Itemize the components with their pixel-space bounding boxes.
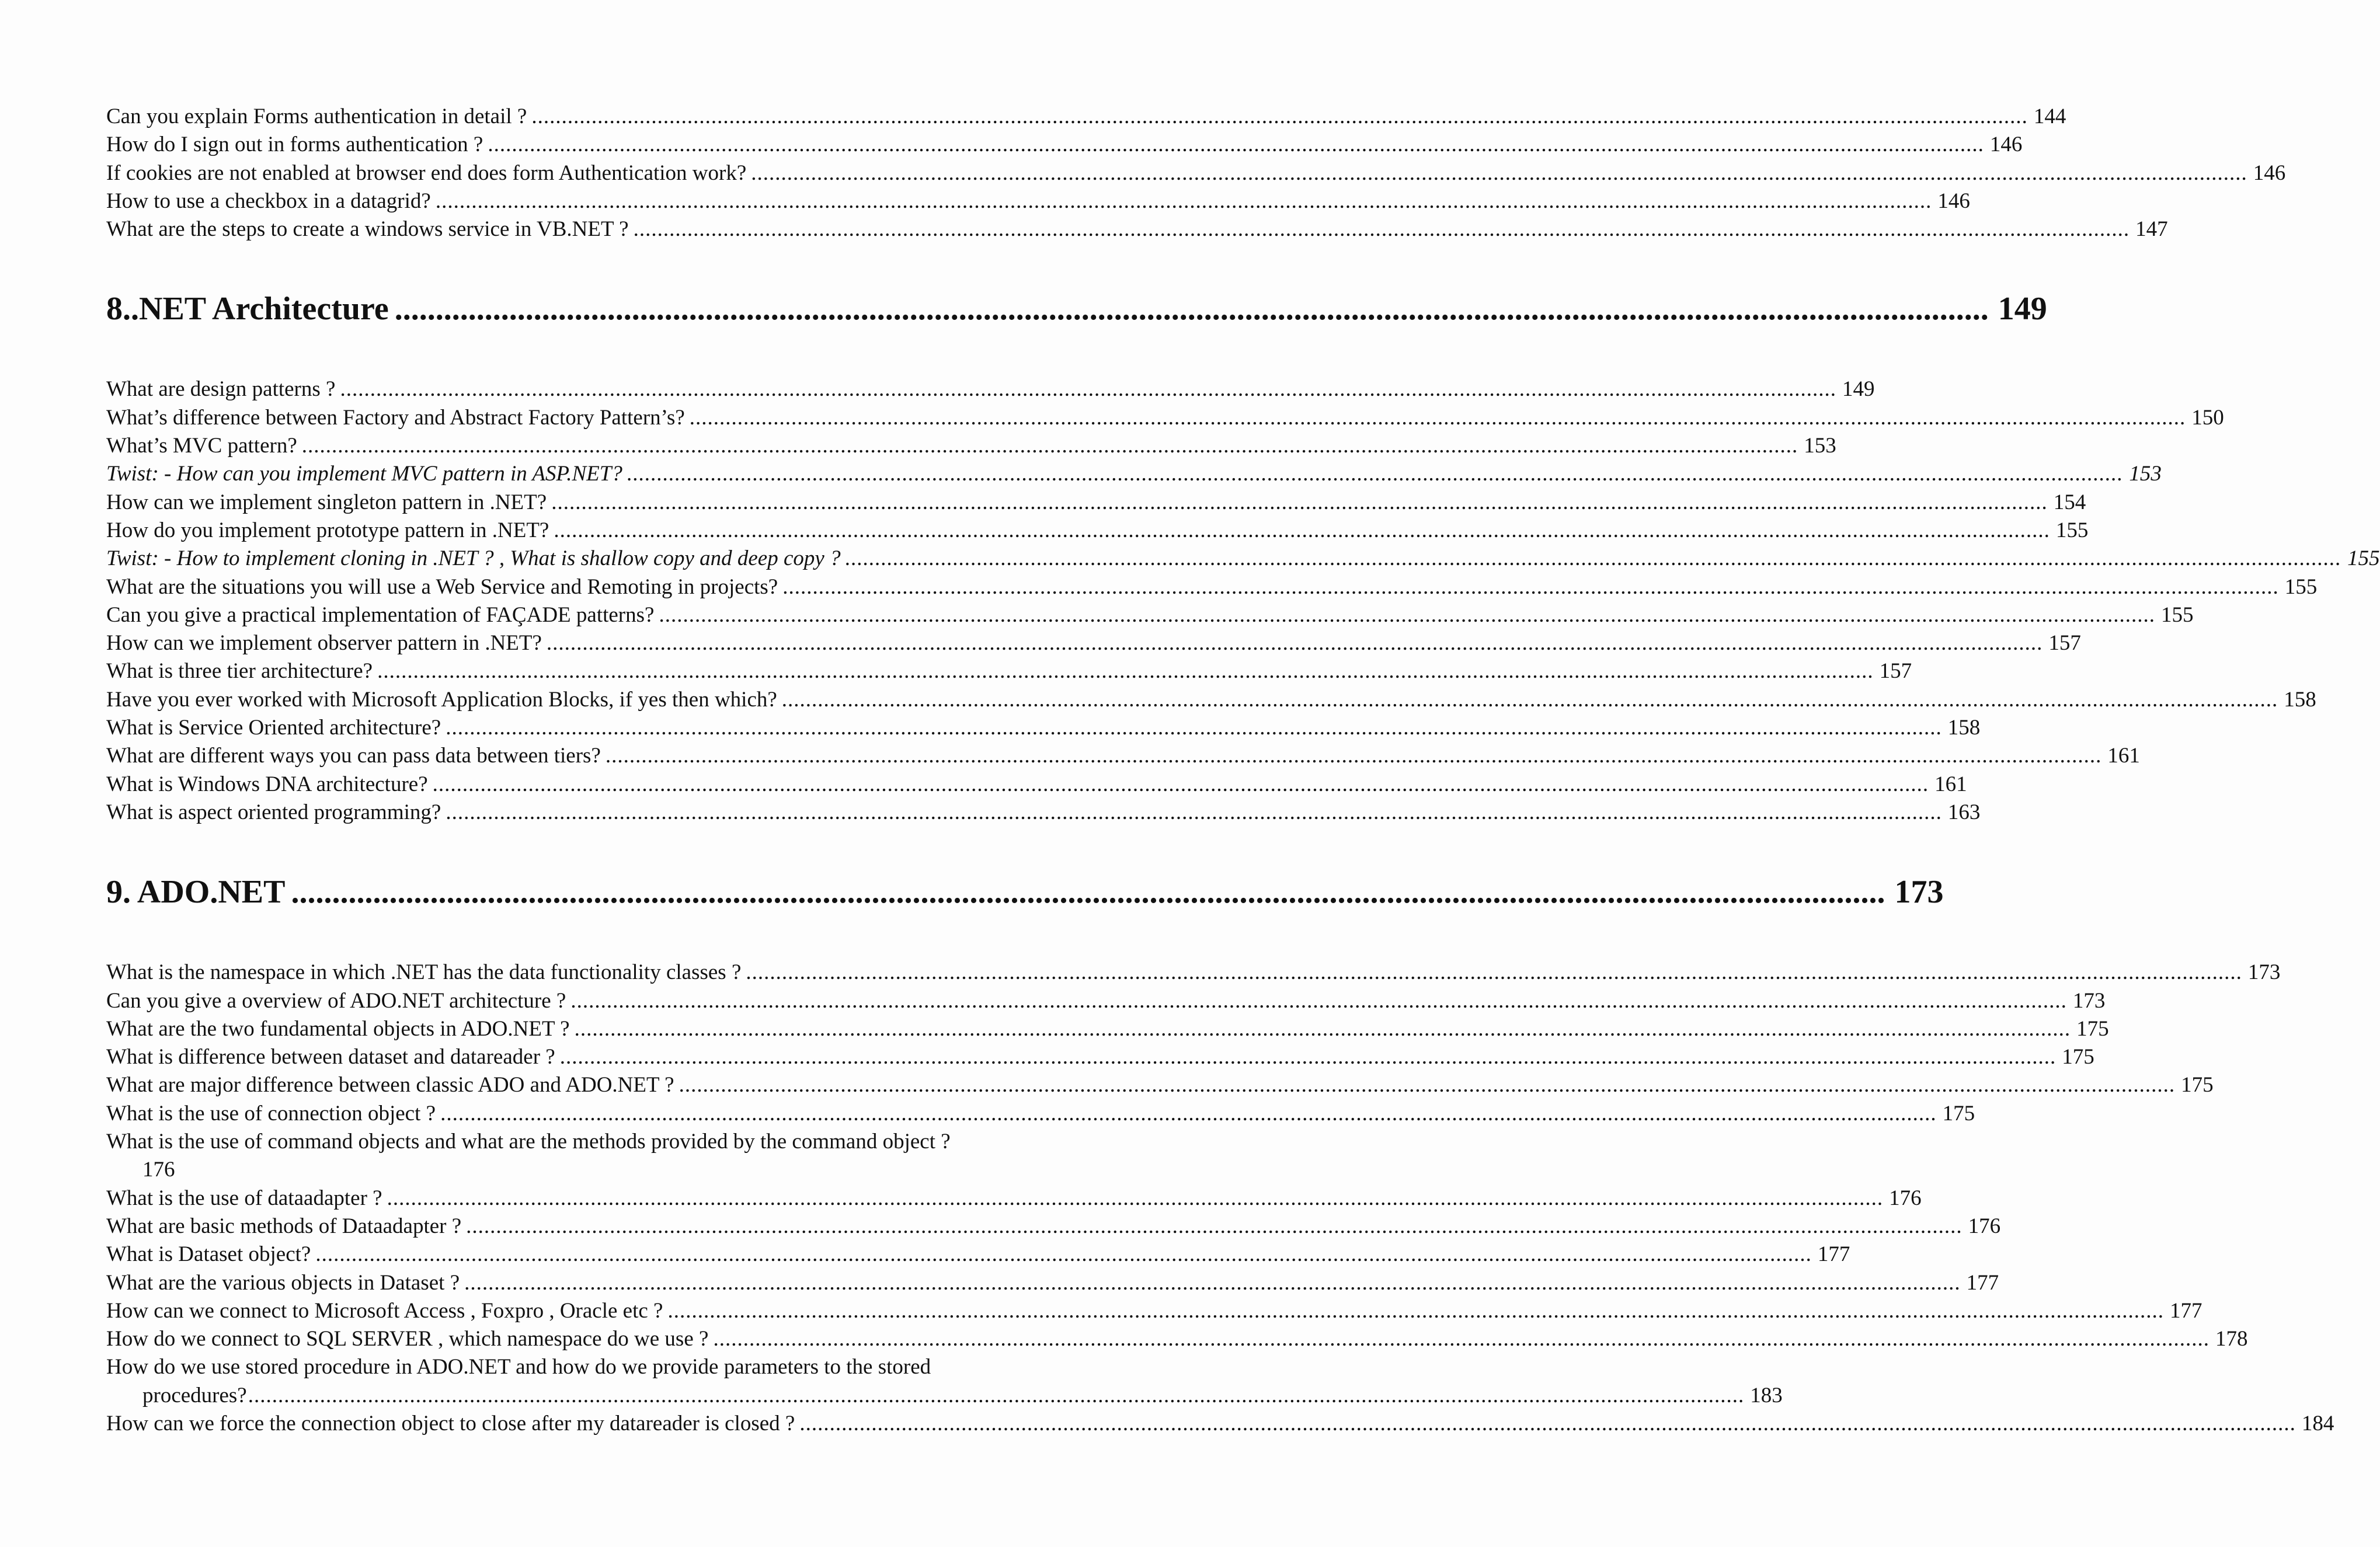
- toc-entry: [106, 1297, 2202, 1325]
- toc-entry-twist: [106, 545, 2380, 573]
- toc-entry-text: What is Service Oriented architecture?: [106, 716, 441, 740]
- toc-section-chapter9: [106, 959, 2334, 1438]
- toc-entry-page: 146: [2253, 161, 2286, 185]
- toc-entry-text: What is the namespace in which .NET has the data functionality classes ?: [106, 960, 742, 985]
- toc-entry-text: How can we implement singleton pattern in .NET?: [106, 490, 547, 514]
- toc-entry: [106, 714, 1981, 742]
- toc-entry-page: 155: [2055, 518, 2089, 542]
- toc-entry-page: 154: [2053, 490, 2086, 514]
- toc-entry: [106, 657, 1912, 685]
- leader-dots: [845, 545, 2342, 573]
- chapter-title: 9. ADO.NET: [106, 874, 286, 911]
- leader-dots: [799, 1410, 2296, 1438]
- toc-entry-text: Twist: - How can you implement MVC pattern in ASP.NET?: [106, 462, 622, 486]
- toc-entry: [106, 1071, 2214, 1099]
- leader-dots: [606, 742, 2102, 770]
- leader-dots: [751, 159, 2247, 187]
- leader-dots: [302, 432, 1798, 460]
- leader-dots: [446, 799, 1942, 827]
- leader-dots: [248, 1382, 1745, 1410]
- toc-entry: [106, 1184, 1922, 1212]
- toc-entry-page: 157: [2048, 631, 2081, 656]
- toc-entry-page: 177: [1966, 1270, 1999, 1295]
- toc-entry-page: 155: [2347, 546, 2380, 571]
- toc-entry-text: Can you give a overview of ADO.NET architecture ?: [106, 988, 566, 1013]
- toc-entry-page: 149: [1842, 377, 1875, 402]
- toc-entry-text: Twist: - How to implement cloning in .NET ? , What is shallow copy and deep copy ?: [106, 546, 841, 571]
- toc-entry: [106, 1212, 2001, 1241]
- toc-entry: [106, 404, 2224, 432]
- toc-entry-wrapped: [106, 1353, 1783, 1410]
- toc-entry-page: 176: [1889, 1186, 1922, 1210]
- toc-entry-text: How to use a checkbox in a datagrid?: [106, 189, 431, 213]
- leader-dots: [466, 1212, 1963, 1241]
- chapter-page: 173: [1894, 874, 1944, 911]
- toc-entry-text: What is aspect oriented programming?: [106, 800, 441, 824]
- toc-entry-text: What are major difference between classic ADO and ADO.NET ?: [106, 1073, 674, 1097]
- toc-entry: [106, 573, 2318, 601]
- toc-entry-page: 175: [2181, 1073, 2214, 1097]
- toc-entry: [106, 742, 2140, 770]
- toc-entry-text: What is Dataset object?: [106, 1242, 311, 1267]
- toc-entry: [106, 1241, 1850, 1269]
- leader-dots: [395, 288, 1989, 329]
- toc-entry-text: If cookies are not enabled at browser end does form Authentication work?: [106, 161, 747, 185]
- toc-entry-text: How do we connect to SQL SERVER , which namespace do we use ?: [106, 1327, 709, 1351]
- toc-entry-page: 175: [2076, 1016, 2109, 1041]
- toc-entry: [106, 686, 2316, 714]
- toc-entry-text: How do I sign out in forms authentication ?: [106, 133, 483, 157]
- toc-entry-page: 146: [1989, 133, 2023, 157]
- leader-dots: [634, 215, 2130, 243]
- toc-entry: [106, 1269, 1999, 1297]
- leader-dots: [433, 771, 1929, 799]
- toc-entry-page: 158: [2284, 687, 2316, 712]
- leader-dots: [531, 103, 2028, 131]
- toc-entry-page: 158: [1947, 716, 1981, 740]
- toc-entry-text: What is the use of command objects and what are the methods provided by the command object ?: [106, 1130, 951, 1154]
- toc-entry-page: 175: [2062, 1045, 2094, 1069]
- chapter-title: 8..NET Architecture: [106, 291, 389, 327]
- toc-entry-text: What are design patterns ?: [106, 377, 336, 402]
- toc-entry: [106, 103, 2066, 131]
- toc-entry-page: 184: [2301, 1411, 2334, 1435]
- toc-entry: [106, 601, 2194, 629]
- toc-entry-text: What are the steps to create a windows service in VB.NET ?: [106, 217, 629, 242]
- toc-entry: [106, 1015, 2109, 1043]
- toc-entry-text: What are the various objects in Dataset ?: [106, 1270, 460, 1295]
- leader-dots: [291, 872, 1885, 912]
- toc-entry-text: How do we use stored procedure in ADO.NET and how do we provide parameters to the stored: [106, 1355, 931, 1379]
- toc-entry-text-continued: procedures?: [142, 1383, 247, 1407]
- leader-dots: [782, 686, 2278, 714]
- toc-entry-text: What is three tier architecture?: [106, 659, 373, 684]
- toc-entry-page: 155: [2160, 602, 2194, 627]
- toc-entry-page: 173: [2247, 960, 2281, 985]
- leader-dots: [446, 714, 1942, 742]
- chapter-heading-9: [106, 872, 1944, 912]
- toc-entry: [106, 1100, 1975, 1128]
- toc-entry-page: 173: [2072, 988, 2106, 1013]
- leader-dots: [746, 959, 2242, 987]
- toc-entry-page: 177: [1817, 1242, 1850, 1267]
- toc-entry-text: How can we connect to Microsoft Access , Foxpro , Oracle etc ?: [106, 1298, 663, 1323]
- toc-entry-page: 163: [1947, 800, 1981, 824]
- toc-entry-text: What’s difference between Factory and Abstract Factory Pattern’s?: [106, 405, 685, 430]
- toc-entry: [106, 489, 2086, 517]
- toc-entry-page: 178: [2215, 1327, 2248, 1351]
- toc-entry-page: 176: [142, 1158, 175, 1182]
- toc-entry-text: What is the use of connection object ?: [106, 1101, 436, 1126]
- toc-entry-page: 153: [2129, 462, 2162, 486]
- toc-entry-text: What are basic methods of Dataadapter ?: [106, 1214, 462, 1238]
- toc-entry: [106, 629, 2081, 657]
- toc-entry-text: How can we force the connection object to close after my datareader is closed ?: [106, 1411, 795, 1435]
- leader-dots: [340, 375, 1836, 403]
- table-of-contents: [106, 103, 2380, 1438]
- leader-dots: [679, 1071, 2176, 1099]
- toc-entry: [106, 1325, 2248, 1353]
- toc-entry: [106, 215, 2168, 243]
- toc-entry-text: How can we implement observer pattern in .NET?: [106, 631, 542, 656]
- toc-entry-text: What are the two fundamental objects in ADO.NET ?: [106, 1016, 570, 1041]
- leader-dots: [387, 1184, 1884, 1212]
- toc-entry-page: 147: [2135, 217, 2168, 242]
- toc-entry: [106, 517, 2089, 545]
- toc-entry-page: 177: [2169, 1298, 2202, 1323]
- toc-entry-page: 176: [1968, 1214, 2001, 1238]
- leader-dots: [551, 489, 2048, 517]
- leader-dots: [554, 517, 2050, 545]
- toc-entry-continuation: [106, 1382, 1783, 1410]
- toc-entry-page: 144: [2033, 104, 2066, 128]
- leader-dots: [488, 131, 1984, 159]
- toc-entry-text: What’s MVC pattern?: [106, 434, 297, 458]
- toc-entry-text: What are the situations you will use a Web Service and Remoting in projects?: [106, 574, 778, 599]
- leader-dots: [575, 1015, 2071, 1043]
- toc-entry-page: 150: [2191, 405, 2224, 430]
- leader-dots: [570, 987, 2067, 1015]
- toc-entry: [106, 771, 1967, 799]
- toc-entry-wrapped: [106, 1128, 1056, 1184]
- leader-dots: [464, 1269, 1961, 1297]
- leader-dots: [782, 573, 2279, 601]
- leader-dots: [690, 404, 2186, 432]
- toc-entry-page: 183: [1750, 1383, 1783, 1407]
- toc-entry-page: 161: [1934, 772, 1967, 796]
- toc-entry: [106, 959, 2281, 987]
- toc-entry-text: Can you give a practical implementation of FAÇADE patterns?: [106, 602, 655, 627]
- toc-entry-text: What is the use of dataadapter ?: [106, 1186, 382, 1210]
- toc-entry-page: 161: [2107, 744, 2140, 768]
- leader-dots: [547, 629, 2043, 657]
- toc-entry: [106, 375, 1875, 403]
- toc-entry: [106, 187, 1970, 215]
- toc-entry: [106, 131, 2023, 159]
- toc-entry: [106, 799, 1981, 827]
- leader-dots: [315, 1241, 1812, 1269]
- toc-entry: [106, 987, 2106, 1015]
- toc-entry-continuation: [106, 1156, 1056, 1184]
- toc-section-chapter8: [106, 375, 2380, 827]
- toc-entry: [106, 1043, 2094, 1071]
- toc-entry-text: What is Windows DNA architecture?: [106, 772, 428, 796]
- leader-dots: [560, 1043, 2057, 1071]
- toc-entry-page: 175: [1942, 1101, 1975, 1126]
- toc-entry-page: 146: [1937, 189, 1970, 213]
- chapter-page: 149: [1998, 291, 2047, 327]
- toc-entry-text: Have you ever worked with Microsoft Application Blocks, if yes then which?: [106, 687, 777, 712]
- toc-section-top: [106, 103, 2286, 243]
- leader-dots: [627, 460, 2124, 488]
- toc-entry-text: Can you explain Forms authentication in detail ?: [106, 104, 527, 128]
- toc-entry-twist: [106, 460, 2162, 488]
- leader-dots: [440, 1100, 1937, 1128]
- toc-entry-text: How do you implement prototype pattern in .NET?: [106, 518, 549, 542]
- toc-entry-page: 157: [1879, 659, 1912, 684]
- leader-dots: [713, 1325, 2209, 1353]
- toc-entry: [106, 1410, 2334, 1438]
- toc-entry-page: 155: [2284, 574, 2318, 599]
- toc-entry-page: 153: [1804, 434, 1836, 458]
- leader-dots: [667, 1297, 2164, 1325]
- toc-entry: [106, 159, 2286, 187]
- toc-entry-text: What is difference between dataset and datareader ?: [106, 1045, 555, 1069]
- leader-dots: [659, 601, 2155, 629]
- chapter-heading-8: [106, 288, 2047, 329]
- toc-entry-text: What are different ways you can pass data between tiers?: [106, 744, 601, 768]
- leader-dots: [377, 657, 1874, 685]
- toc-entry: [106, 432, 1836, 460]
- leader-dots: [436, 187, 1932, 215]
